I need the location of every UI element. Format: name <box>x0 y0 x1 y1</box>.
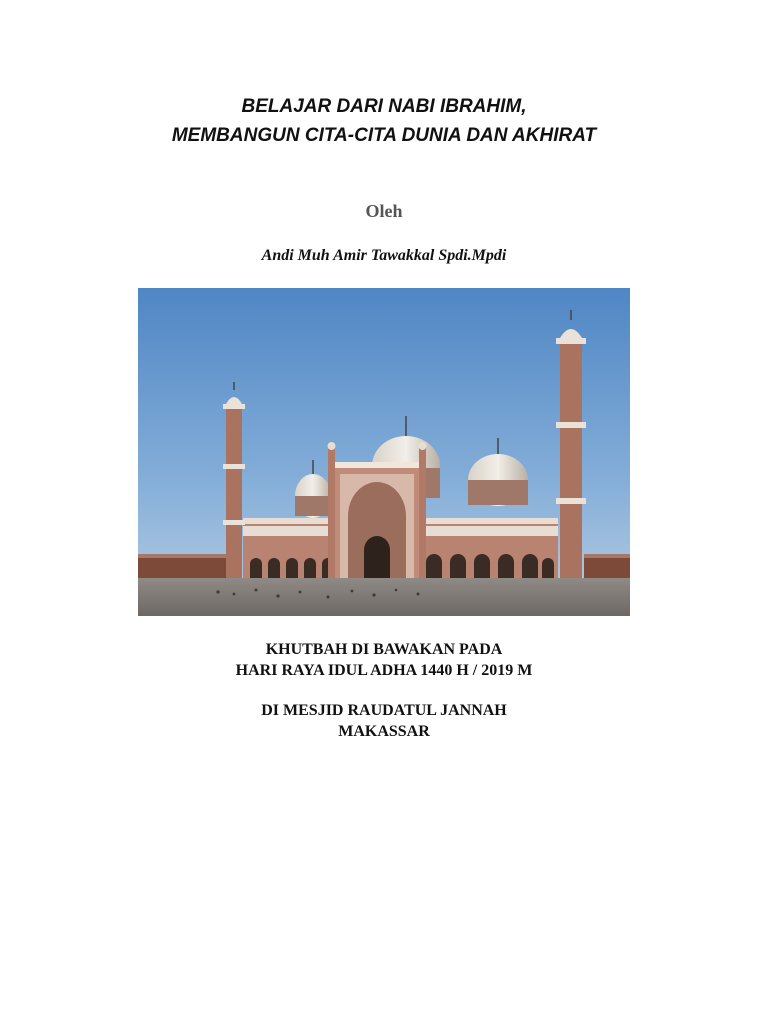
title-line-1: BELAJAR DARI NABI IBRAHIM, <box>241 96 527 117</box>
title-line-2: MEMBANGUN CITA-CITA DUNIA DAN AKHIRAT <box>171 125 597 146</box>
occasion-block <box>0 639 768 681</box>
author-name: Andi Muh Amir Tawakkal Spdi.Mpdi <box>261 247 507 264</box>
venue-block <box>0 700 768 742</box>
document-title <box>0 92 768 150</box>
oleh-label: Oleh <box>365 201 403 221</box>
venue-line-2: MAKASSAR <box>338 723 430 740</box>
venue-line-1: DI MESJID RAUDATUL JANNAH <box>261 702 507 719</box>
mosque-photo <box>138 288 630 616</box>
occasion-line-1: KHUTBAH DI BAWAKAN PADA <box>265 641 503 658</box>
occasion-line-2: HARI RAYA IDUL ADHA 1440 H / 2019 M <box>235 662 533 679</box>
